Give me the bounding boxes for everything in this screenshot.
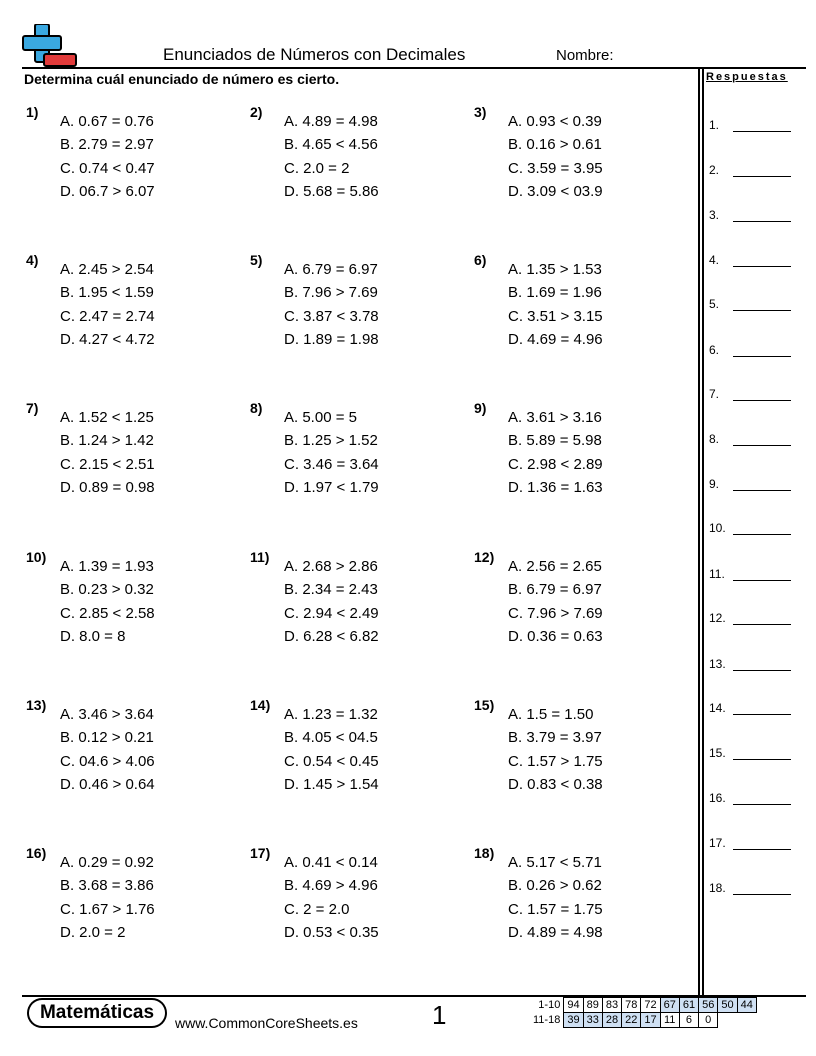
answer-option: A. 1.5 = 1.50 [508,706,594,723]
score-cell: 17 [641,1013,660,1028]
answer-option: A. 0.41 < 0.14 [284,854,378,871]
answer-option: A. 1.35 > 1.53 [508,261,602,278]
answer-option: B. 4.05 < 04.5 [284,729,378,747]
answer-option: B. 0.16 > 0.61 [508,136,602,154]
answer-key-header: Respuestas [706,71,788,83]
answer-number: 17. [709,836,726,850]
answer-blank[interactable] [733,400,791,401]
score-cell: 83 [602,998,621,1013]
answer-option: C. 2.15 < 2.51 [60,455,155,473]
answer-option: D. 0.36 = 0.63 [508,627,603,645]
problem-number: 14) [250,697,271,713]
problem-number: 17) [250,845,271,861]
answer-number: 1. [709,118,720,132]
problem-number: 3) [474,104,487,120]
score-cell: 44 [737,998,756,1013]
problem-number: 12) [474,549,495,565]
score-cell: 39 [564,1013,583,1028]
answer-option: A. 4.89 = 4.98 [284,113,378,130]
answer-blank[interactable] [733,445,791,446]
answer-option: B. 1.24 > 1.42 [60,432,154,450]
answer-option: D. 06.7 > 6.07 [60,182,155,200]
answer-option: D. 1.45 > 1.54 [284,775,379,793]
answer-option: D. 0.46 > 0.64 [60,775,155,793]
problem-number: 11) [250,549,270,565]
answer-number: 6. [709,343,720,357]
score-row-label: 1-10 [538,999,561,1011]
answer-blank[interactable] [733,849,791,850]
problem-number: 8) [250,400,263,416]
answer-number: 3. [709,208,720,222]
score-cell: 28 [602,1013,621,1028]
answer-option: B. 3.68 = 3.86 [60,877,154,895]
answer-options [60,703,155,796]
answer-options [284,703,379,796]
answer-option: A. 5.17 < 5.71 [508,854,602,871]
answer-number: 5. [709,297,720,311]
answer-column-divider [702,67,704,997]
answer-blank[interactable] [733,759,791,760]
answer-option: D. 2.0 = 2 [60,923,126,941]
answer-option: C. 3.46 = 3.64 [284,455,379,473]
answer-options [284,110,379,203]
score-cell: 11 [660,1013,679,1028]
worksheet-title: Enunciados de Números con Decimales [163,45,466,64]
answer-blank[interactable] [733,131,791,132]
answer-option: B. 3.79 = 3.97 [508,729,602,747]
answer-option: C. 3.87 < 3.78 [284,307,379,325]
answer-option: B. 2.34 = 2.43 [284,581,378,599]
answer-option: D. 0.89 = 0.98 [60,478,155,496]
answer-blank[interactable] [733,670,791,671]
answer-option: C. 1.67 > 1.76 [60,900,155,918]
score-cell: 50 [718,998,737,1013]
score-cell: 22 [622,1013,641,1028]
answer-option: C. 2.98 < 2.89 [508,455,603,473]
score-cell: 94 [564,998,583,1013]
subject-badge [27,998,167,1028]
score-cell: 89 [583,998,602,1013]
answer-option: A. 2.45 > 2.54 [60,261,154,278]
score-cell: 67 [660,998,679,1013]
answer-option: B. 0.12 > 0.21 [60,729,154,747]
problem-number: 10) [26,549,47,565]
problem-number: 1) [26,104,39,120]
score-cell: 72 [641,998,660,1013]
score-cell: 61 [679,998,698,1013]
answer-option: A. 0.29 = 0.92 [60,854,154,871]
problem-number: 5) [250,252,263,268]
score-cell: 6 [679,1013,698,1028]
answer-option: B. 0.23 > 0.32 [60,581,154,599]
answer-option: B. 0.26 > 0.62 [508,877,602,895]
answer-blank[interactable] [733,221,791,222]
answer-number: 9. [709,477,720,491]
answer-blank[interactable] [733,266,791,267]
answer-option: D. 4.69 = 4.96 [508,330,603,348]
answer-option: B. 4.69 > 4.96 [284,877,378,895]
answer-option: B. 4.65 < 4.56 [284,136,378,154]
answer-options [284,258,379,351]
answer-options [284,851,379,944]
answer-option: A. 2.68 > 2.86 [284,558,378,575]
answer-blank[interactable] [733,534,791,535]
answer-option: A. 3.46 > 3.64 [60,706,154,723]
problem-number: 7) [26,400,39,416]
answer-number: 10. [709,521,726,535]
answer-option: C. 1.57 > 1.75 [508,752,603,770]
answer-option: C. 2.0 = 2 [284,159,350,177]
problem-number: 15) [474,697,495,713]
answer-option: A. 0.93 < 0.39 [508,113,602,130]
answer-option: B. 1.25 > 1.52 [284,432,378,450]
answer-option: D. 5.68 = 5.86 [284,182,379,200]
answer-option: C. 2.47 = 2.74 [60,307,155,325]
answer-option: B. 2.79 = 2.97 [60,136,154,154]
score-cell: 78 [622,998,641,1013]
score-table [530,997,757,1028]
answer-option: A. 1.39 = 1.93 [60,558,154,575]
answer-blank[interactable] [733,804,791,805]
answer-option: D. 4.27 < 4.72 [60,330,155,348]
answer-number: 18. [709,881,726,895]
problem-number: 4) [26,252,39,268]
problem-number: 13) [26,697,47,713]
answer-option: D. 3.09 < 03.9 [508,182,603,200]
answer-number: 13. [709,657,726,671]
answer-blank[interactable] [733,490,791,491]
answer-number: 12. [709,611,726,625]
score-cell: 0 [699,1013,718,1028]
answer-number: 8. [709,432,720,446]
answer-option: C. 2 = 2.0 [284,900,350,918]
answer-options [508,555,603,648]
answer-blank[interactable] [733,176,791,177]
answer-option: D. 1.97 < 1.79 [284,478,379,496]
answer-blank[interactable] [733,894,791,895]
subject-badge-label: Matemáticas [29,1000,165,1026]
answer-option: C. 3.51 > 3.15 [508,307,603,325]
score-row [530,1013,756,1028]
website-link: www.CommonCoreSheets.es [175,1015,358,1031]
answer-option: A. 0.67 = 0.76 [60,113,154,130]
answer-number: 14. [709,701,726,715]
answer-option: A. 3.61 > 3.16 [508,409,602,426]
answer-option: C. 04.6 > 4.06 [60,752,155,770]
answer-option: B. 6.79 = 6.97 [508,581,602,599]
score-row [530,998,756,1013]
answer-options [60,258,155,351]
answer-option: B. 1.95 < 1.59 [60,284,154,302]
answer-options [284,406,379,499]
answer-option: C. 3.59 = 3.95 [508,159,603,177]
answer-option: B. 7.96 > 7.69 [284,284,378,302]
answer-number: 15. [709,746,726,760]
answer-options [508,703,603,796]
answer-option: D. 0.53 < 0.35 [284,923,379,941]
answer-option: B. 5.89 = 5.98 [508,432,602,450]
answer-option: B. 1.69 = 1.96 [508,284,602,302]
answer-option: D. 4.89 = 4.98 [508,923,603,941]
score-cell: 33 [583,1013,602,1028]
answer-number: 11. [709,567,725,581]
answer-option: C. 2.85 < 2.58 [60,604,155,622]
page-number: 1 [432,1000,447,1030]
answer-options [60,851,155,944]
answer-options [284,555,379,648]
answer-option: D. 6.28 < 6.82 [284,627,379,645]
answer-option: C. 0.54 < 0.45 [284,752,379,770]
score-row-label: 11-18 [533,1014,561,1026]
answer-option: C. 2.94 < 2.49 [284,604,379,622]
answer-option: C. 7.96 > 7.69 [508,604,603,622]
answer-option: D. 1.36 = 1.63 [508,478,603,496]
answer-blank[interactable] [733,580,791,581]
answer-option: D. 0.83 < 0.38 [508,775,603,793]
answer-options [508,258,603,351]
answer-option: A. 5.00 = 5 [284,409,357,426]
answer-options [508,110,603,203]
problem-number: 9) [474,400,487,416]
answer-blank[interactable] [733,714,791,715]
answer-option: D. 1.89 = 1.98 [284,330,379,348]
problem-number: 2) [250,104,263,120]
answer-options [60,406,155,499]
answer-option: A. 2.56 = 2.65 [508,558,602,575]
answer-blank[interactable] [733,624,791,625]
answer-number: 4. [709,253,720,267]
answer-option: C. 1.57 = 1.75 [508,900,603,918]
answer-option: D. 8.0 = 8 [60,627,126,645]
plus-minus-logo-icon [22,24,78,68]
answer-blank[interactable] [733,356,791,357]
answer-column-divider [698,67,700,997]
answer-options [508,851,603,944]
answer-option: A. 6.79 = 6.97 [284,261,378,278]
answer-blank[interactable] [733,310,791,311]
answer-number: 7. [709,387,720,401]
problem-number: 18) [474,845,495,861]
instructions: Determina cuál enunciado de número es cierto. [24,71,340,87]
answer-option: A. 1.23 = 1.32 [284,706,378,723]
answer-option: C. 0.74 < 0.47 [60,159,155,177]
score-cell: 56 [699,998,718,1013]
problem-number: 6) [474,252,487,268]
header-divider [22,67,806,69]
answer-number: 16. [709,791,726,805]
answer-options [60,110,155,203]
name-label: Nombre: [556,47,614,64]
answer-options [508,406,603,499]
answer-option: A. 1.52 < 1.25 [60,409,154,426]
problem-number: 16) [26,845,47,861]
answer-number: 2. [709,163,720,177]
answer-options [60,555,155,648]
